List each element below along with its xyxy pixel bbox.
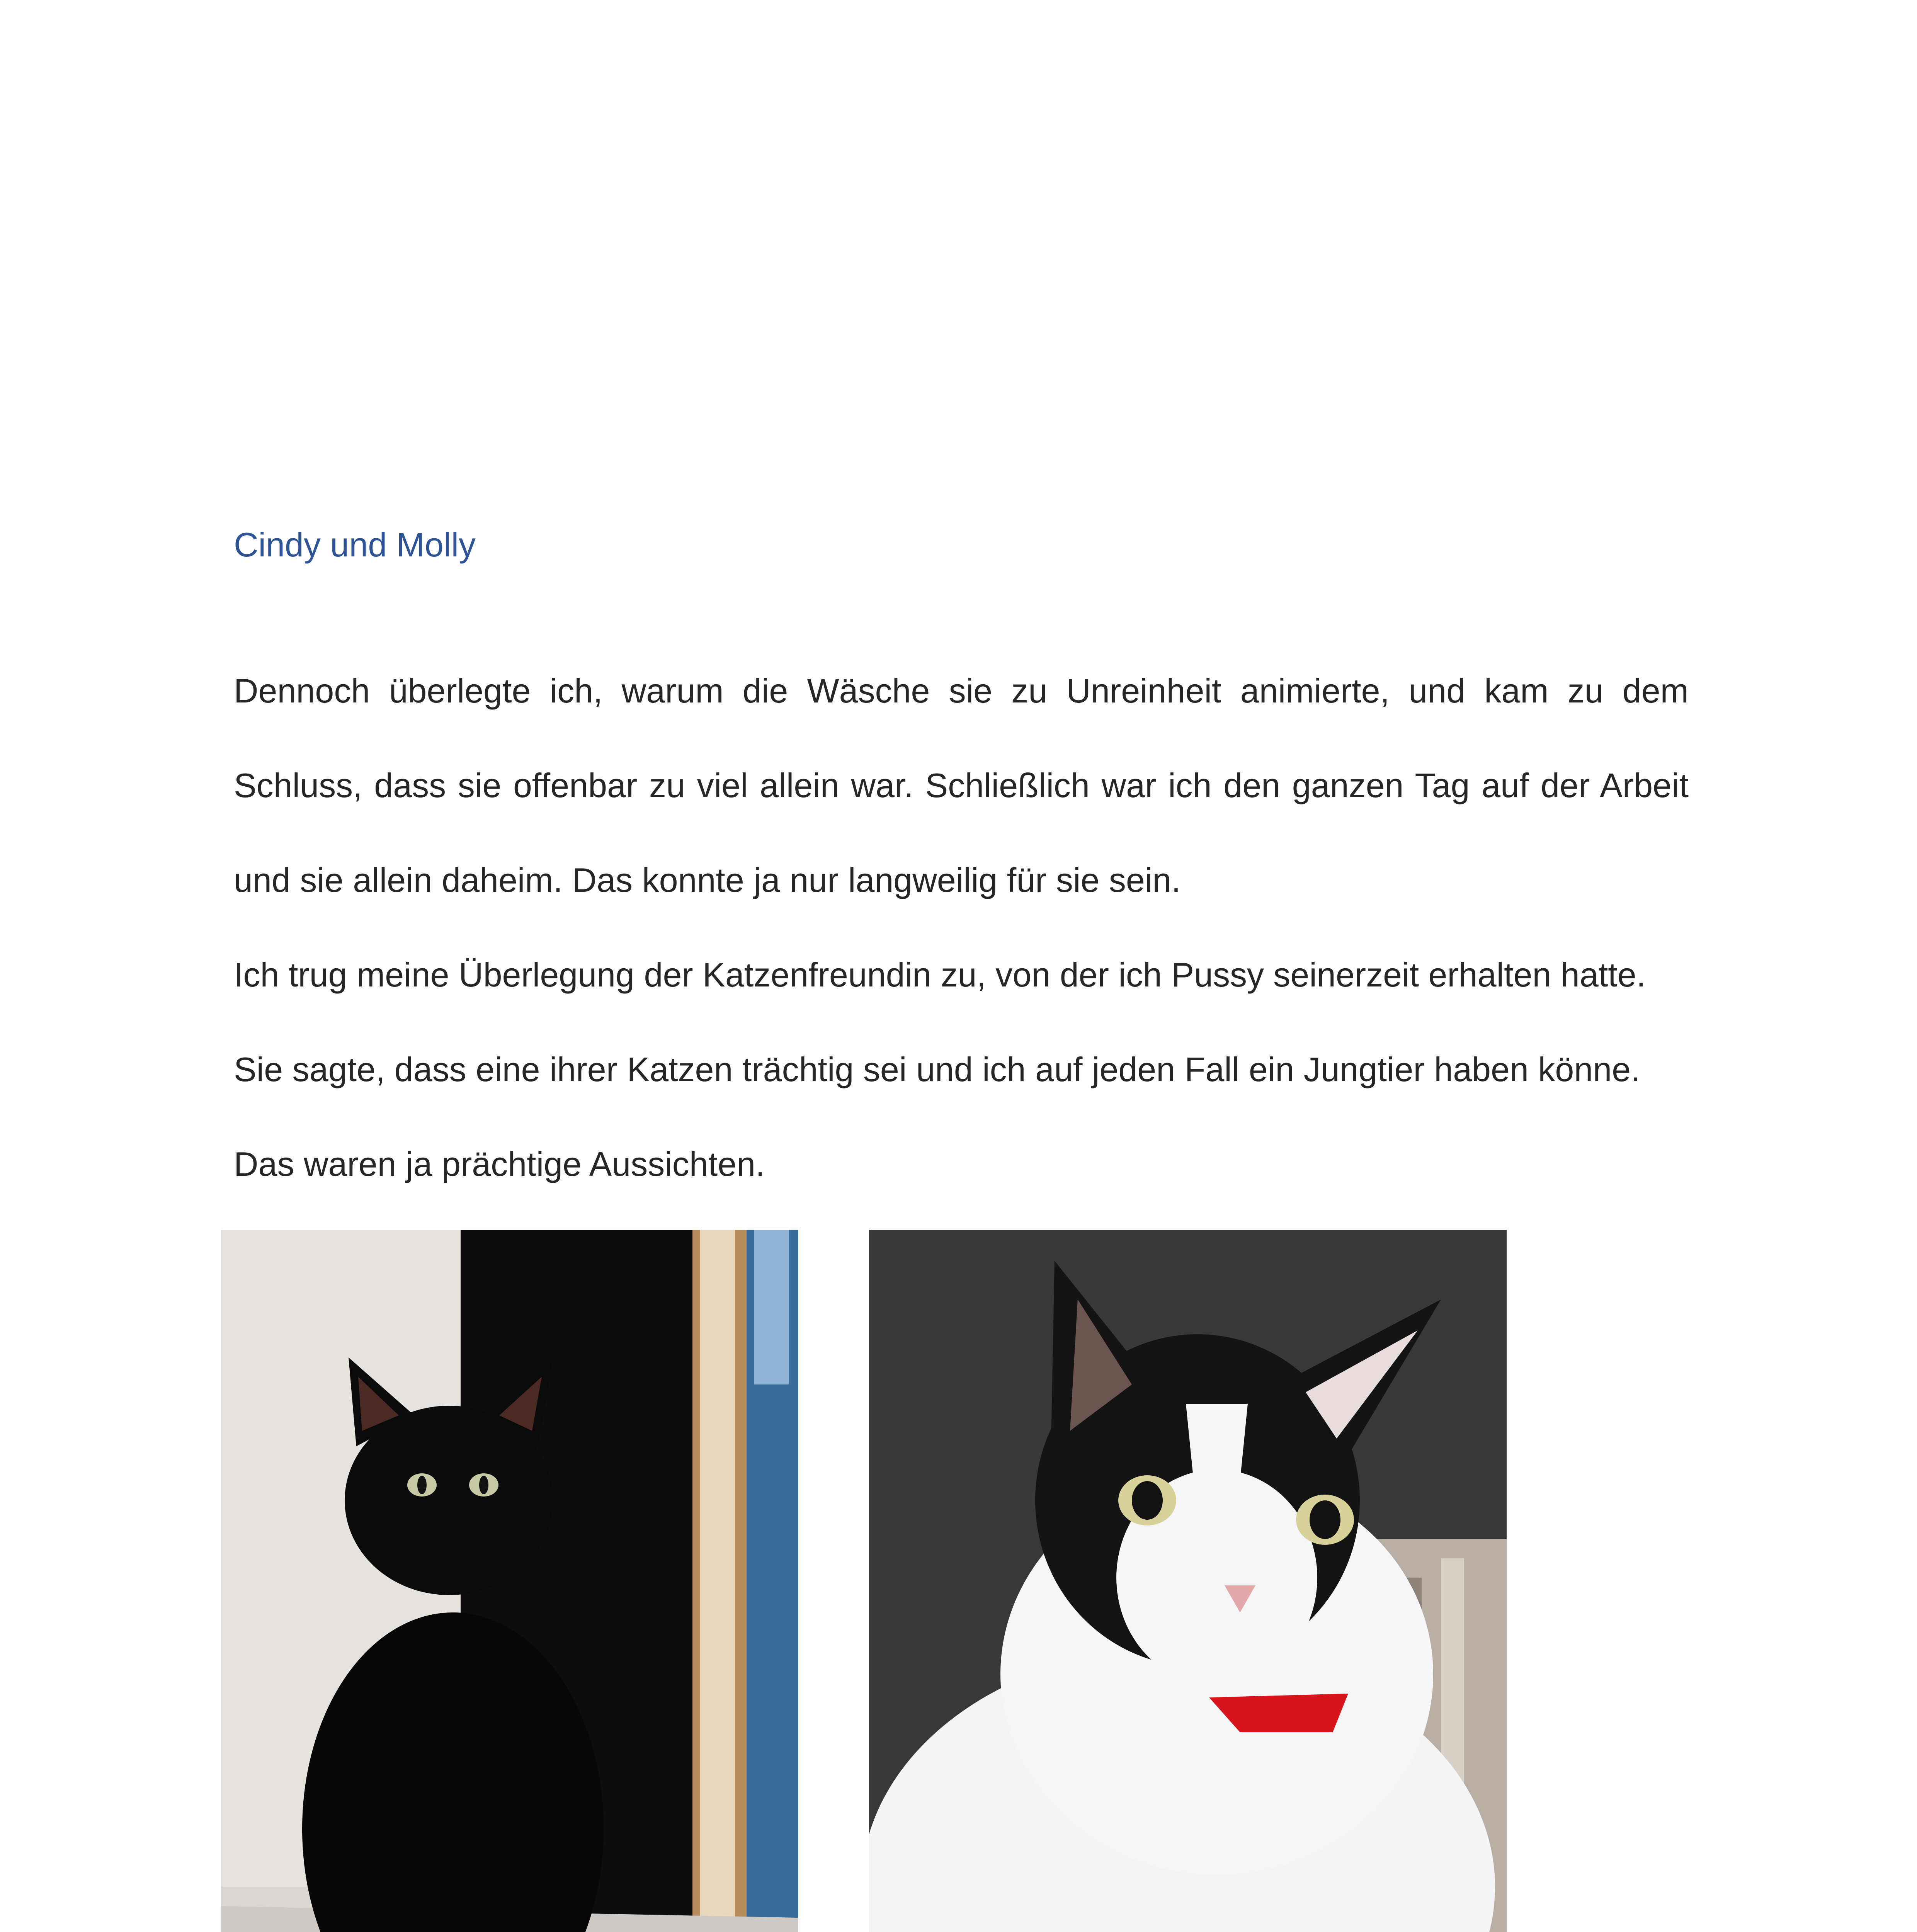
text-line: Ich trug meine Überlegung der Katzenfreundin zu, von der ich Pussy seinerzeit erhalten hatte. [234,956,1646,994]
paragraph-2 [234,927,1689,1211]
text-line: Sie sagte, dass eine ihrer Katzen trächtig sei und ich auf jeden Fall ein Jungtier haben könne. [234,1050,1640,1088]
paragraph-1 [234,643,1689,927]
tuxedo-cat-photo [869,1230,1507,1932]
section-heading: Cindy und Molly [234,526,476,564]
text-line: Das waren ja prächtige Aussichten. [234,1145,765,1183]
black-cat-photo [221,1230,798,1932]
text-line: und sie allein daheim. Das konnte ja nur langweilig für sie sein. [234,861,1181,899]
text-line: Schluss, dass sie offenbar zu viel allein war. Schließlich war ich den ganzen Tag auf der Arbeit [234,766,1689,804]
text-line: Dennoch überlegte ich, warum die Wäsche sie zu Unreinheit animierte, und kam zu dem [234,672,1689,710]
